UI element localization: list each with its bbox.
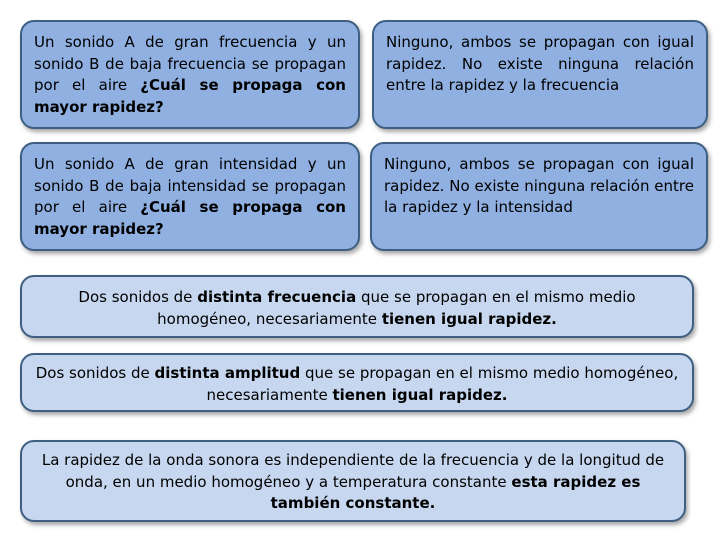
statement-emphasis-2: tienen igual rapidez.: [381, 309, 557, 328]
question-card-intensity: [20, 142, 360, 251]
statement-pre: Dos sonidos de: [78, 288, 193, 306]
answer-card-intensity: [370, 142, 708, 251]
statement-emphasis-1: distinta frecuencia: [197, 288, 357, 306]
statement-amplitude: [20, 353, 694, 412]
statement-pre: Dos sonidos de: [35, 364, 150, 382]
statement-frequency: [20, 275, 694, 338]
question-emphasis: ¿Cuál se propaga con mayor rapidez?: [34, 198, 346, 238]
statement-mid: que se propagan en el mismo medio homogéneo, necesariamente: [157, 288, 636, 328]
question-emphasis: ¿Cuál se propaga con mayor rapidez?: [34, 76, 346, 116]
conclusion-text: La rapidez de la onda sonora es independiente de la frecuencia y de la longitud de onda, en un medio homogéneo y a temperatura constante: [41, 451, 665, 491]
conclusion-card: [20, 440, 686, 522]
answer-text: Ninguno, ambos se propagan con igual rapidez. No existe ninguna relación entre la rapidez y la intensidad: [384, 155, 694, 216]
question-card-frequency: [20, 20, 360, 129]
question-text: Un sonido A de gran frecuencia y un sonido B de baja frecuencia se propagan por el aire: [34, 33, 346, 94]
answer-text: Ninguno, ambos se propagan con igual rapidez. No existe ninguna relación entre la rapidez y la frecuencia: [386, 33, 694, 94]
answer-card-frequency: [372, 20, 708, 129]
statement-emphasis-1: distinta amplitud: [154, 364, 301, 382]
statement-emphasis-2: tienen igual rapidez.: [332, 385, 508, 404]
statement-mid: que se propagan en el mismo medio homogéneo, necesariamente: [206, 364, 679, 404]
question-text: Un sonido A de gran intensidad y un sonido B de baja intensidad se propagan por el aire: [34, 155, 346, 216]
conclusion-emphasis: esta rapidez es también constante.: [270, 472, 641, 512]
